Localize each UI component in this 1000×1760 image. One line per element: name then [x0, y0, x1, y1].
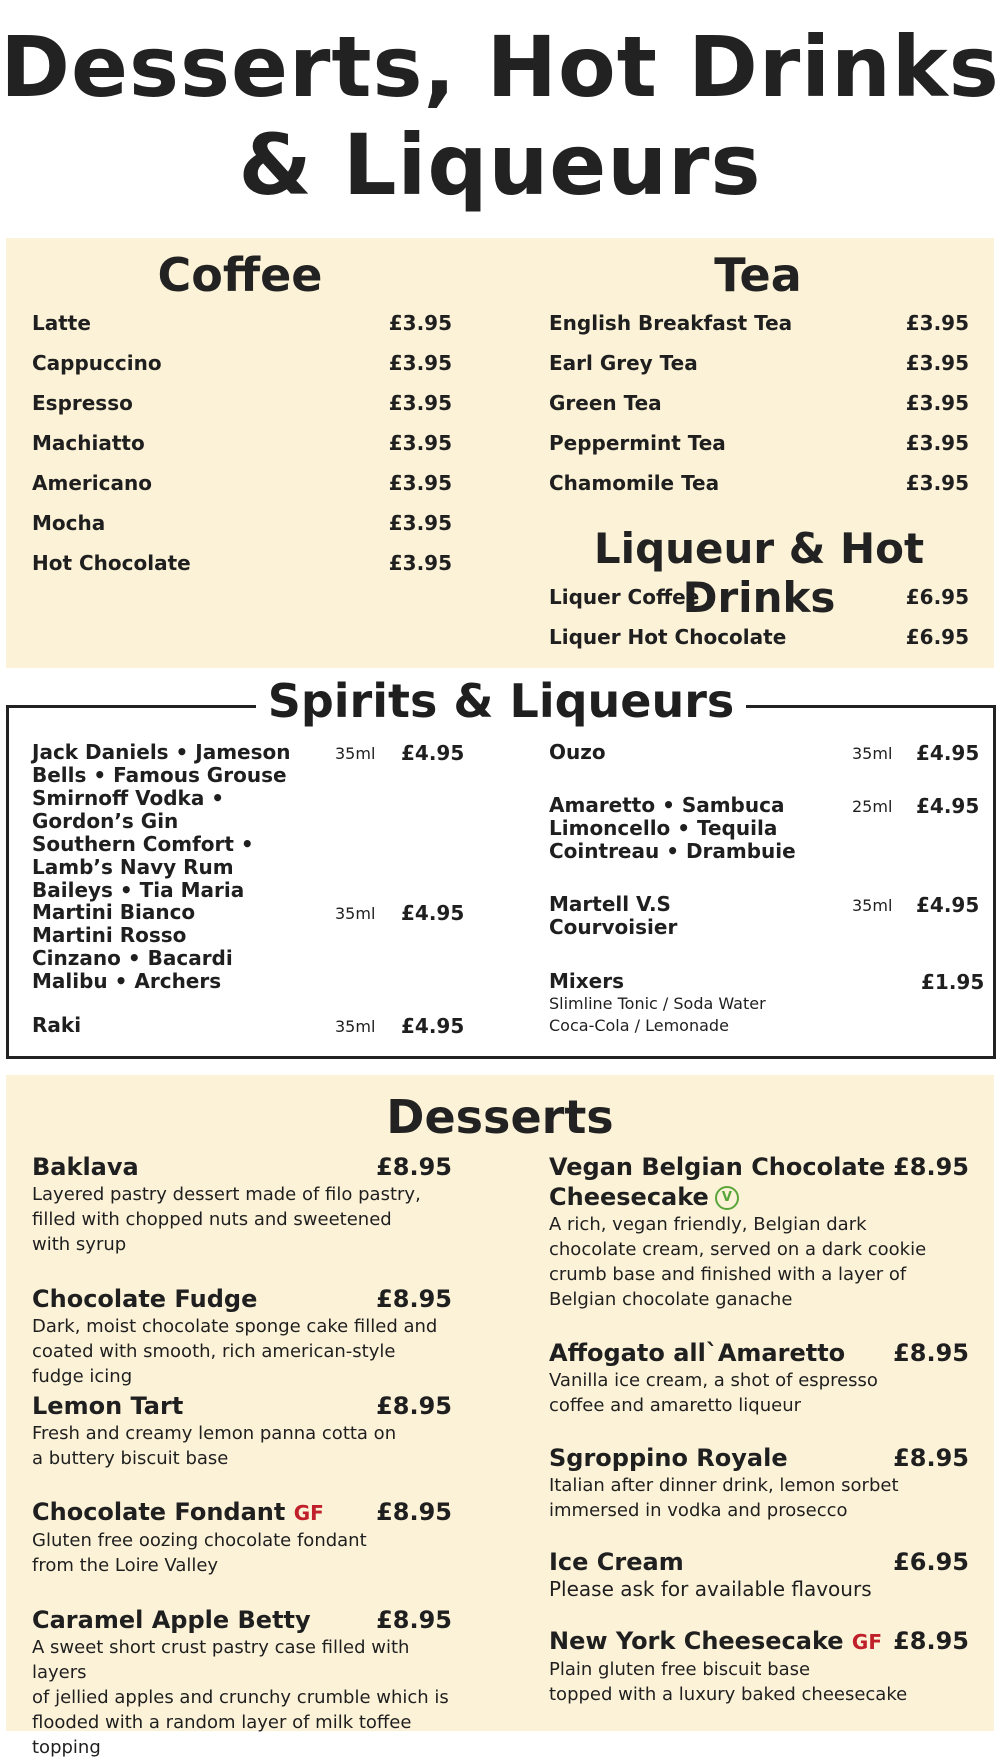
dessert-name: Vegan Belgian Chocolate	[549, 1153, 886, 1181]
title-line-2: & Liqueurs	[238, 116, 762, 214]
dessert-price: £8.95	[376, 1153, 452, 1181]
gluten-free-badge: GF	[851, 1630, 882, 1654]
spirit-group: Ouzo	[549, 740, 606, 764]
vegan-icon: V	[715, 1186, 739, 1210]
spirit-group: Amaretto • Sambuca Limoncello • Tequila Cointreau • Drambuie	[549, 793, 796, 863]
list-item: Liquer Hot Chocolate £6.95	[549, 625, 969, 649]
dessert-item: Ice Cream £6.95 Please ask for available flavours	[549, 1548, 969, 1601]
mixers-desc: Slimline Tonic / Soda Water	[549, 994, 766, 1013]
dessert-item: Vegan Belgian Chocolate £8.95 Cheesecake V A rich, vegan friendly, Belgian dark chocolate cream, served on a dark cookie crumb base and finished with a layer of Belgian chocolate ganache	[549, 1153, 969, 1310]
dessert-price: £8.95	[376, 1392, 452, 1420]
spirit-price: £4.95	[401, 741, 465, 765]
dessert-name: New York Cheesecake	[549, 1627, 844, 1655]
spirit-size: 35ml	[335, 1017, 376, 1036]
spirit-size: 25ml	[852, 797, 893, 816]
dessert-item: Caramel Apple Betty £8.95 A sweet short crust pastry case filled with layers of jellied apples and crunchy crumble which is flooded with a random layer of milk toffee topping	[32, 1606, 452, 1758]
coffee-list	[32, 310, 452, 590]
dessert-price: £8.95	[376, 1285, 452, 1313]
liqueur-hot-list	[549, 584, 969, 664]
dessert-price: £8.95	[893, 1153, 969, 1181]
spirit-group: Jack Daniels • Jameson Bells • Famous Grouse Smirnoff Vodka • Gordon’s Gin Southern Comfort • Lamb’s Navy Rum Baileys • Tia Maria	[32, 740, 291, 902]
list-item: Peppermint Tea £3.95	[549, 431, 969, 455]
list-item: Chamomile Tea £3.95	[549, 471, 969, 495]
dessert-name: Chocolate Fudge	[32, 1285, 258, 1313]
list-item: Liquer Coffee £6.95	[549, 585, 969, 609]
tea-list	[549, 310, 969, 510]
mixers-price: £1.95	[921, 970, 985, 994]
dessert-name: Lemon Tart	[32, 1392, 184, 1420]
dessert-item: Chocolate Fondant GF £8.95 Gluten free oozing chocolate fondant from the Loire Valley	[32, 1498, 452, 1576]
spirit-size: 35ml	[335, 904, 376, 923]
title-line-1: Desserts, Hot Drinks	[0, 18, 1000, 116]
dessert-item: Baklava £8.95 Layered pastry dessert made of filo pastry, filled with chopped nuts and sweetened with syrup	[32, 1153, 452, 1255]
list-item: English Breakfast Tea £3.95	[549, 311, 969, 335]
spirit-price: £4.95	[916, 794, 980, 818]
dessert-name: Baklava	[32, 1153, 139, 1181]
page-title	[0, 18, 1000, 214]
list-item: Machiatto £3.95	[32, 431, 452, 455]
list-item: Earl Grey Tea £3.95	[549, 351, 969, 375]
list-item: Mocha £3.95	[32, 511, 452, 535]
dessert-name: Affogato all`Amaretto	[549, 1339, 846, 1367]
gluten-free-badge: GF	[293, 1501, 324, 1525]
spirit-price: £4.95	[916, 893, 980, 917]
list-item: Americano £3.95	[32, 471, 452, 495]
list-item: Green Tea £3.95	[549, 391, 969, 415]
spirit-size: 35ml	[852, 896, 893, 915]
dessert-price: £8.95	[893, 1339, 969, 1367]
spirit-group: Martini Bianco Martini Rosso Cinzano • Bacardi Malibu • Archers	[32, 900, 233, 993]
desserts-heading: Desserts	[386, 1090, 614, 1144]
dessert-price: £8.95	[893, 1444, 969, 1472]
dessert-item: Chocolate Fudge £8.95 Dark, moist chocolate sponge cake filled and coated with smooth, rich american-style fudge icing	[32, 1285, 452, 1387]
spirit-price: £4.95	[916, 741, 980, 765]
dessert-price: £8.95	[376, 1606, 452, 1634]
dessert-price: £6.95	[893, 1548, 969, 1576]
tea-heading: Tea	[714, 248, 802, 302]
dessert-name: Ice Cream	[549, 1548, 684, 1576]
dessert-name: Chocolate Fondant	[32, 1498, 286, 1526]
spirits-heading: Spirits & Liqueurs	[256, 674, 747, 728]
list-item: Cappuccino £3.95	[32, 351, 452, 375]
dessert-price: £8.95	[376, 1498, 452, 1526]
mixers-desc: Coca-Cola / Lemonade	[549, 1016, 729, 1035]
dessert-item: Lemon Tart £8.95 Fresh and creamy lemon panna cotta on a buttery biscuit base	[32, 1392, 452, 1469]
liqueur-hot-heading: Liqueur & Hot Drinks	[593, 524, 925, 622]
dessert-price: £8.95	[893, 1627, 969, 1655]
dessert-item: Affogato all`Amaretto £8.95 Vanilla ice cream, a shot of espresso coffee and amaretto liqueur	[549, 1339, 969, 1416]
coffee-heading: Coffee	[157, 248, 323, 302]
dessert-item: Sgroppino Royale £8.95 Italian after dinner drink, lemon sorbet immersed in vodka and prosecco	[549, 1444, 969, 1521]
mixers-group	[549, 970, 879, 1037]
dessert-item: New York Cheesecake GF £8.95 Plain gluten free biscuit base topped with a luxury baked cheesecake	[549, 1627, 969, 1705]
dessert-name: Caramel Apple Betty	[32, 1606, 311, 1634]
spirit-size: 35ml	[335, 744, 376, 763]
dessert-name-line-2: Cheesecake	[549, 1183, 709, 1211]
list-item: Espresso £3.95	[32, 391, 452, 415]
list-item: Latte £3.95	[32, 311, 452, 335]
list-item: Hot Chocolate £3.95	[32, 551, 452, 575]
dessert-name: Sgroppino Royale	[549, 1444, 788, 1472]
spirit-price: £4.95	[401, 901, 465, 925]
spirits-panel	[6, 674, 996, 1059]
spirit-price: £4.95	[401, 1014, 465, 1038]
spirit-size: 35ml	[852, 744, 893, 763]
spirit-group: Martell V.S Courvoisier	[549, 892, 678, 939]
mixers-label: Mixers	[549, 969, 624, 993]
spirit-group: Raki	[32, 1013, 82, 1037]
